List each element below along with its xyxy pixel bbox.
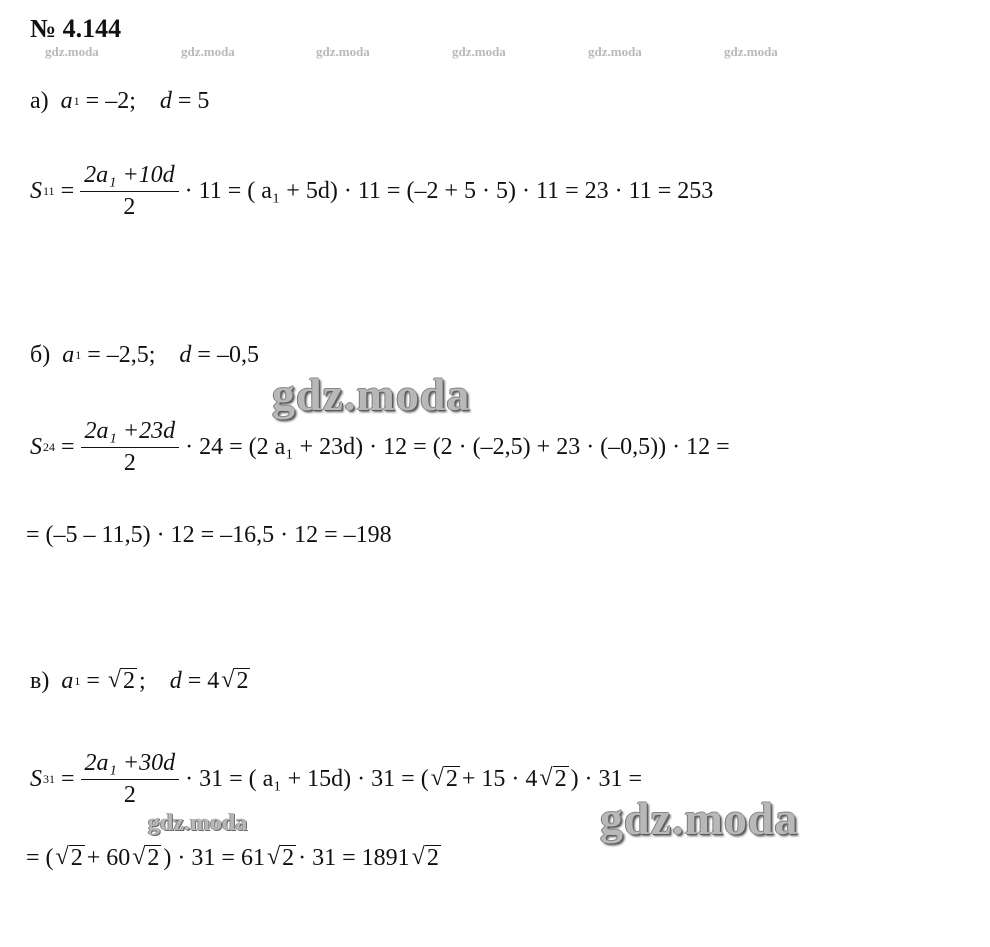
d-value: = 4 xyxy=(187,668,220,694)
sqrt-argument: 2 xyxy=(426,845,439,872)
fraction-denominator: 2 xyxy=(123,450,136,476)
part-c-calculation-end: ) · 31 = xyxy=(570,766,643,792)
sum-subscript: 24 xyxy=(43,440,55,454)
sum-symbol: S xyxy=(30,178,42,204)
sum-subscript: 31 xyxy=(43,772,55,786)
sum-symbol: S xyxy=(30,434,42,460)
watermark-small-2: gdz.moda xyxy=(181,44,235,59)
equals-sign: = xyxy=(86,668,100,694)
watermark-small-4: gdz.moda xyxy=(452,44,506,59)
a1-value: = –2; xyxy=(85,88,136,114)
d-value: = –0,5 xyxy=(197,342,259,368)
a1-subscript: 1 xyxy=(75,348,82,362)
d-value: = 5 xyxy=(177,88,210,114)
d-symbol: d xyxy=(159,88,172,114)
fraction-numerator: 2a₁ +30d xyxy=(81,750,180,780)
part-c-calculation-mid: + 15 · 4 xyxy=(461,766,538,792)
sqrt-expression: √ 2 xyxy=(266,844,295,872)
watermark-large-1: gdz.moda xyxy=(272,369,471,420)
part-c-sum-formula: S 31 = $\frac{\text{2a₁ +30d}}{2}$ · 31 = ( a₁ + 15d) · 31 = ( √ 2 + 15 · 4 √ 2 ) · 31 = xyxy=(30,750,643,808)
watermark-small-6: gdz.moda xyxy=(724,44,778,59)
watermark-medium: gdz.moda xyxy=(148,810,248,836)
a1-symbol: a xyxy=(60,88,73,114)
result-part-2: + 60 xyxy=(86,845,131,871)
part-c-result xyxy=(26,845,443,872)
part-a-label: а) xyxy=(30,88,49,114)
sum-symbol: S xyxy=(30,766,42,792)
sqrt-expression: √ 2 xyxy=(107,667,136,695)
part-a-calculation: · 11 = ( a₁ + 5d) · 11 = (–2 + 5 · 5) · 11 = 23 · 11 = 253 xyxy=(184,178,714,204)
problem-number: № 4.144 xyxy=(30,14,122,43)
a1-subscript: 1 xyxy=(74,674,81,688)
fraction-denominator: 2 xyxy=(123,782,136,808)
result-part-1: = ( xyxy=(26,845,54,871)
sqrt-expression: √ 2 xyxy=(221,667,249,695)
sum-subscript: 11 xyxy=(43,184,55,198)
sqrt-argument: 2 xyxy=(445,766,458,793)
sqrt-argument: 2 xyxy=(147,845,160,872)
watermark-small-3: gdz.moda xyxy=(316,44,370,59)
part-a-given xyxy=(30,88,209,115)
watermark-large-2: gdz.moda xyxy=(600,793,799,844)
part-b-result: = (–5 – 11,5) · 12 = –16,5 · 12 = –198 xyxy=(26,522,392,548)
result-part-4: · 31 = 1891 xyxy=(298,845,410,871)
sqrt-argument: 2 xyxy=(236,668,249,695)
sqrt-argument: 2 xyxy=(70,845,83,872)
a1-subscript: 1 xyxy=(73,94,80,108)
a1-symbol: a xyxy=(61,668,74,694)
sqrt-expression: √ 2 xyxy=(132,844,160,872)
part-c-calculation-start: · 31 = ( a₁ + 15d) · 31 = ( xyxy=(185,766,429,792)
sqrt-argument: 2 xyxy=(554,766,567,793)
part-b-given xyxy=(30,342,259,369)
watermark-small-1: gdz.moda xyxy=(45,44,99,59)
d-symbol: d xyxy=(179,342,192,368)
fraction xyxy=(80,162,179,221)
fraction-denominator: 2 xyxy=(123,194,136,220)
sqrt-expression: √ 2 xyxy=(411,844,439,872)
sqrt-argument: 2 xyxy=(123,668,136,695)
part-c-given xyxy=(30,668,252,695)
fraction-numerator: 2a₁ +10d xyxy=(80,162,179,192)
semicolon: ; xyxy=(139,668,146,694)
d-symbol: d xyxy=(169,668,182,694)
sqrt-expression: √ 2 xyxy=(430,765,458,793)
sqrt-argument: 2 xyxy=(282,845,295,872)
a1-value: = –2,5; xyxy=(87,342,156,368)
part-b-label: б) xyxy=(30,342,51,368)
part-b-calculation: · 24 = (2 a₁ + 23d) · 12 = (2 · (–2,5) + 23 · (–0,5)) · 12 = xyxy=(185,434,730,460)
part-b-sum-formula: S 24 = $\frac{\text{2a₁ +23d}}{2}$ · 24 = (2 a₁ + 23d) · 12 = (2 · (–2,5) + 23 · (–0,5)) · 12 = xyxy=(30,418,730,476)
part-a-sum-formula: S 11 = $\frac{\text{2a₁ +10d}}{2}$ · 11 = ( a₁ + 5d) · 11 = (–2 + 5 · 5) · 11 = 23 · 11 = 253 xyxy=(30,162,714,220)
fraction xyxy=(81,750,180,809)
fraction-numerator: 2a₁ +23d xyxy=(81,418,180,448)
sqrt-expression: √ 2 xyxy=(55,844,83,872)
watermark-small-5: gdz.moda xyxy=(588,44,642,59)
result-part-3: ) · 31 = 61 xyxy=(163,845,265,871)
sqrt-expression: √ 2 xyxy=(539,765,567,793)
a1-symbol: a xyxy=(62,342,75,368)
part-c-label: в) xyxy=(30,668,50,694)
fraction xyxy=(81,418,180,477)
